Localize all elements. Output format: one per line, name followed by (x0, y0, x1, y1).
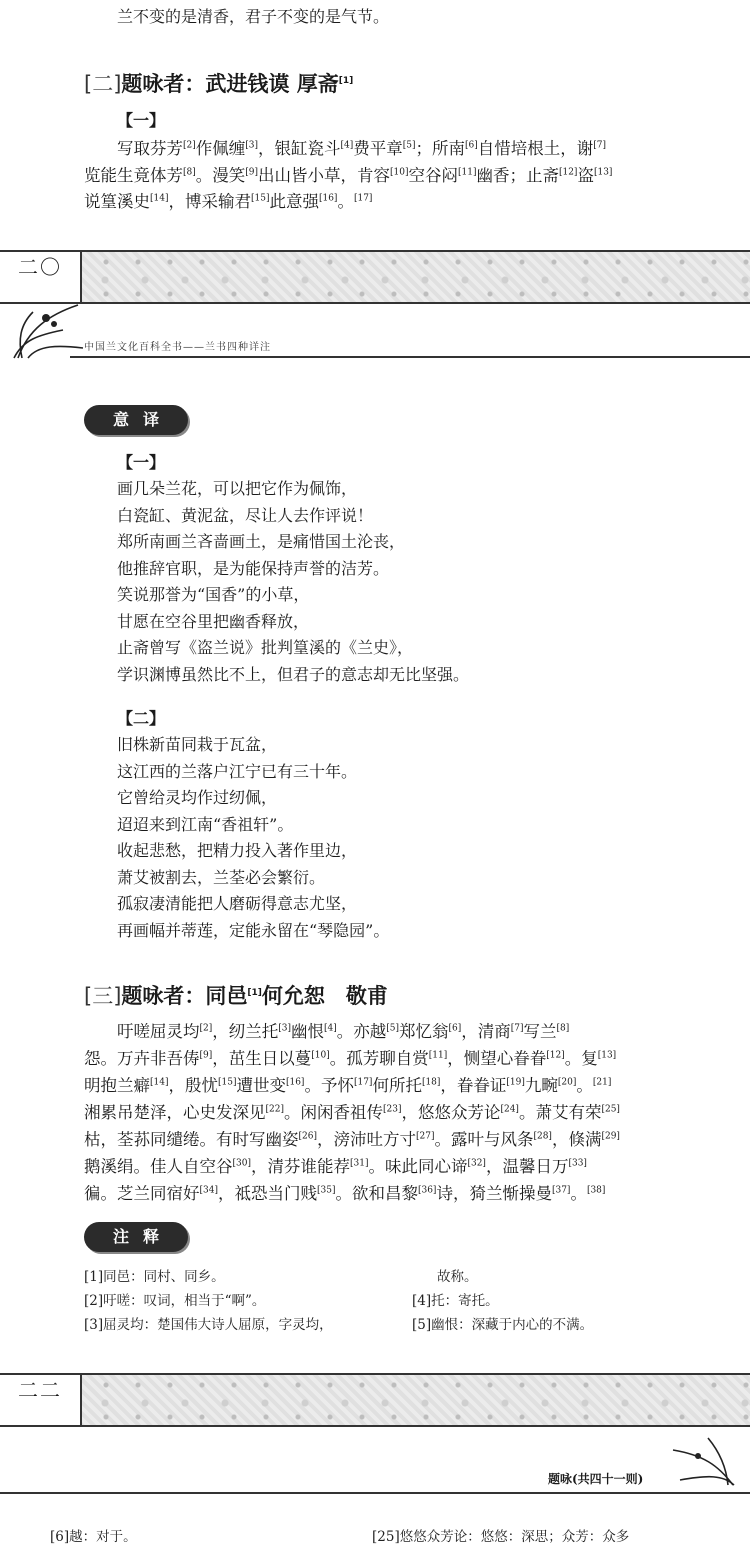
note-item: 故称。 (437, 1269, 478, 1285)
poem-text: 。露叶与风条 (434, 1130, 534, 1149)
note-marker: [12] (558, 167, 578, 177)
poem-text: 九畹 (524, 1076, 558, 1095)
poem-text: 。萧艾有荣 (518, 1103, 602, 1122)
note-marker: [10] (311, 1050, 330, 1061)
poem-text: 怨 (84, 1049, 101, 1068)
note-marker: [2] (199, 1023, 213, 1034)
translation-line: 白瓷缸、黄泥盆，尽让人去作评说！ (117, 505, 374, 525)
note-marker: [22] (265, 1104, 284, 1115)
note-marker: [28] (533, 1131, 552, 1142)
note-marker: [18] (421, 1077, 441, 1088)
poem-text: 。予怀 (304, 1076, 354, 1095)
note-marker: [3] (278, 1023, 291, 1034)
poem-text: ，倏满 (551, 1130, 602, 1149)
poem-line (84, 1099, 709, 1126)
poem-text: 此意强 (269, 192, 319, 211)
note-marker: [14] (150, 193, 169, 204)
note-marker: [5] (402, 140, 416, 151)
poem-text: ，眷眷证 (440, 1076, 507, 1095)
translation-line: 孤寂凄清能把人磨砺得意志尤坚， (117, 894, 358, 913)
translation-line: 收起悲愁，把精力投入著作里边， (117, 841, 358, 860)
translation-line: 萧艾被割去，兰荃必会繁衍。 (117, 867, 326, 887)
translation-line: 甘愿在空谷里把幽香释放， (117, 611, 310, 631)
translation-line: 再画幅并蒂莲，定能永留在“琴隐园”。 (117, 920, 390, 940)
note-marker: [13] (593, 167, 613, 177)
note-marker: [6] (465, 140, 478, 151)
poem-text: ，清商 (461, 1022, 511, 1041)
poem-text: 。亦越 (336, 1022, 387, 1041)
poem-text: 空谷闷 (408, 165, 458, 185)
poem-text: 诗，猗兰惭操曼 (436, 1184, 552, 1203)
section3-heading-a: 题咏者：同邑 (121, 984, 248, 1008)
note-marker: [9] (199, 1050, 213, 1061)
poem-text: 写兰 (523, 1022, 557, 1041)
note-marker: [10] (390, 167, 409, 177)
poem-text: ，祗恐当门贱 (217, 1184, 317, 1203)
note-marker: [7] (593, 140, 606, 151)
poem-text: 鹅溪绢 (84, 1157, 134, 1176)
section3-heading (84, 980, 388, 1010)
poem-text: ，滂沛吐方寸 (316, 1130, 416, 1149)
page-number-top: 二〇 (0, 252, 82, 302)
note-marker: [33] (568, 1158, 587, 1169)
poem-text: 。万卉非吾俦 (100, 1049, 200, 1068)
poem-text: 自惜培根土，谢 (477, 139, 594, 158)
section3-poem (84, 1018, 709, 1207)
note-marker: [12] (546, 1050, 565, 1061)
poem-line (84, 1126, 709, 1153)
note-marker: [21] (592, 1077, 612, 1088)
note-marker: [24] (500, 1104, 519, 1115)
page-number-bottom: 二二 (0, 1375, 82, 1425)
poem-line (84, 163, 704, 190)
note-item: [5]幽恨：深藏于内心的不满。 (412, 1317, 594, 1333)
poem-text: 。味此同心谛 (368, 1157, 468, 1176)
poem-text: 何所托 (372, 1076, 422, 1095)
poem-text: ，博采输君 (168, 192, 251, 211)
poem-text: 芬芳 (150, 139, 183, 158)
note-item: [2]吁嗟：叹词，相当于“啊”。 (84, 1293, 266, 1309)
note-marker: [27] (415, 1131, 435, 1142)
poem-text: 遭世变 (236, 1076, 286, 1095)
poem-text: ，银缸瓷斗 (258, 139, 341, 158)
poem-text: 。芝兰同宿好 (100, 1184, 200, 1203)
poem-text: ，茁生日以蔓 (212, 1049, 312, 1068)
poem-text: 。欲和昌黎 (335, 1184, 418, 1203)
section2-poem (84, 136, 704, 216)
note-marker: [25] (601, 1104, 620, 1115)
poem-text: ，清芬谁能荐 (250, 1157, 350, 1176)
poem-text: 。漫笑 (195, 165, 246, 185)
yiyi-part2 (117, 732, 389, 944)
notes-left (84, 1265, 333, 1337)
poem-text: 览 (84, 165, 101, 185)
poem-text: 。孤芳聊自赏 (329, 1049, 429, 1068)
note-marker: [16] (285, 1077, 305, 1088)
note-marker: [11] (428, 1050, 448, 1061)
note-marker: [35] (316, 1185, 336, 1196)
poem-text: 。 (570, 1184, 587, 1203)
poem-text: 明抱 (84, 1076, 117, 1095)
note-item: [3]屈灵均：楚国伟大诗人屈原，字灵均， (84, 1317, 333, 1333)
poem-line (84, 1180, 709, 1207)
note-marker: [7] (510, 1023, 524, 1034)
yiyi-part1-label: 【一】 (117, 453, 166, 472)
section3-heading-b: 何允恕 敬甫 (261, 984, 388, 1008)
orchid-icon (8, 300, 88, 360)
poem-line (84, 136, 704, 163)
poem-text: 徧 (84, 1184, 101, 1203)
poem-text: 幽香；止斋 (476, 165, 559, 185)
note-marker: [9] (245, 167, 258, 177)
note-marker: [26] (298, 1131, 317, 1142)
header-rule (70, 356, 750, 358)
page-band-top (0, 250, 750, 304)
note-marker: [4] (340, 140, 354, 151)
note-marker: [8] (556, 1023, 570, 1034)
note-marker: [13] (597, 1050, 617, 1061)
footer-rule (0, 1492, 750, 1494)
poem-text: 盗 (577, 165, 594, 185)
poem-text: ，殷忧 (168, 1076, 218, 1095)
poem-text: 出山皆小草，肯容 (258, 165, 390, 185)
poem-text: 幽恨 (291, 1022, 324, 1041)
translation-line: 旧株新苗同栽于瓦盆， (117, 735, 278, 754)
translation-line: 迢迢来到江南“香祖轩”。 (117, 814, 294, 834)
section3-heading-bracket: [三] (84, 984, 122, 1008)
poem-text: ，心史发深见 (166, 1103, 266, 1122)
poem-text: 篁溪史 (100, 192, 150, 211)
note-marker: [6] (448, 1023, 462, 1034)
top-line: 兰不变的是清香，君子不变的是气节。 (117, 7, 390, 26)
bottom-note-left: [6]越：对于。 (50, 1529, 137, 1545)
poem-text: 写取 (117, 139, 150, 158)
note-marker: [5] (386, 1023, 399, 1034)
poem-text: 枯，荃荪同缱绻 (84, 1130, 200, 1149)
poem-text: 。 (576, 1076, 593, 1095)
poem-text: 说 (84, 192, 101, 211)
section2-sub-label: 【一】 (117, 111, 166, 130)
note-marker: [29] (601, 1131, 620, 1142)
poem-text: ，恻望心眷眷 (447, 1049, 547, 1068)
poem-text: 郑忆翁 (399, 1022, 449, 1041)
poem-text: 能生竟体芳 (100, 165, 183, 185)
poem-text: ，悠悠众芳论 (401, 1103, 501, 1122)
note-marker: [30] (232, 1158, 251, 1169)
poem-text: 吁嗟 (117, 1022, 150, 1041)
note-marker: [2] (183, 140, 196, 151)
poem-text: 屈灵均 (150, 1022, 200, 1041)
zhushi-label: 注释 (84, 1222, 188, 1252)
poem-text: ，温馨日万 (485, 1157, 569, 1176)
note-item: [1]同邑：同村、同乡。 (84, 1269, 225, 1285)
poem-line (84, 1045, 709, 1072)
note-marker: [14] (150, 1077, 169, 1088)
poem-line (84, 189, 704, 216)
section2-heading-text: 题咏者：武进钱谟 厚斋 (121, 72, 339, 96)
section3-heading-sup: [1] (247, 988, 262, 998)
translation-line: 它曾给灵均作过纫佩， (117, 788, 278, 807)
bottom-note-right: [25]悠悠众芳论：悠悠：深思；众芳：众多 (372, 1529, 630, 1545)
poem-text: 。 (337, 192, 354, 211)
poem-line (84, 1153, 709, 1180)
note-marker: [4] (324, 1023, 337, 1034)
note-marker: [31] (349, 1158, 369, 1169)
note-marker: [37] (551, 1185, 571, 1196)
translation-line: 画几朵兰花，可以把它作为佩饰， (117, 479, 358, 498)
translation-line: 学识渊博虽然比不上，但君子的意志却无比坚强。 (117, 664, 470, 684)
note-marker: [20] (557, 1077, 577, 1088)
note-marker: [19] (506, 1077, 525, 1088)
note-marker: [17] (353, 1077, 373, 1088)
poem-text: 。有时写幽姿 (199, 1130, 299, 1149)
notes-right (412, 1265, 593, 1337)
section2-heading-bracket: [二] (84, 72, 122, 96)
poem-text: 作佩缠 (195, 139, 246, 158)
running-header: 中国兰文化百科全书——兰书四种详注 (84, 342, 271, 353)
footer-label: 题咏(共四十一则) (548, 1472, 644, 1486)
yiyi-part2-label: 【二】 (117, 709, 166, 728)
poem-text: ；所南 (415, 139, 465, 158)
translation-line: 郑所南画兰吝啬画土，是痛惜国土沦丧， (117, 532, 406, 551)
yiyi-label: 意译 (84, 405, 188, 435)
poem-text: 湘累吊楚泽 (84, 1103, 167, 1122)
note-marker: [23] (382, 1104, 402, 1115)
note-marker: [15] (217, 1077, 237, 1088)
translation-line: 这江西的兰落户江宁已有三十年。 (117, 761, 358, 781)
orchid-footer-icon (668, 1430, 738, 1490)
note-marker: [38] (586, 1185, 606, 1196)
note-marker: [11] (457, 167, 477, 177)
poem-text: 。佳人自空谷 (133, 1157, 233, 1176)
translation-line: 笑说那誉为“国香”的小草， (117, 585, 310, 604)
poem-text: 兰癖 (117, 1076, 150, 1095)
poem-text: 费平章 (353, 139, 403, 158)
page-band-bottom (0, 1373, 750, 1427)
translation-line: 止斋曾写《盗兰说》批判篁溪的《兰史》， (117, 638, 414, 657)
note-marker: [36] (417, 1185, 437, 1196)
note-marker: [17] (353, 193, 373, 204)
note-marker: [32] (467, 1158, 486, 1169)
note-item: [4]托：寄托。 (412, 1293, 499, 1309)
section2-heading-sup: [1] (338, 76, 354, 86)
poem-text: 。闲闲香祖传 (283, 1103, 383, 1122)
yiyi-part1 (117, 476, 469, 688)
note-marker: [3] (245, 140, 258, 151)
poem-line (84, 1018, 709, 1045)
note-marker: [15] (250, 193, 270, 204)
note-marker: [16] (318, 193, 338, 204)
poem-text: ，纫兰托 (212, 1022, 279, 1041)
translation-line: 他推辞官职，是为能保持声誉的洁芳。 (117, 558, 390, 578)
note-marker: [8] (183, 167, 196, 177)
poem-line (84, 1072, 709, 1099)
poem-text: 。复 (564, 1049, 598, 1068)
note-marker: [34] (199, 1185, 218, 1196)
section2-heading (84, 68, 353, 98)
